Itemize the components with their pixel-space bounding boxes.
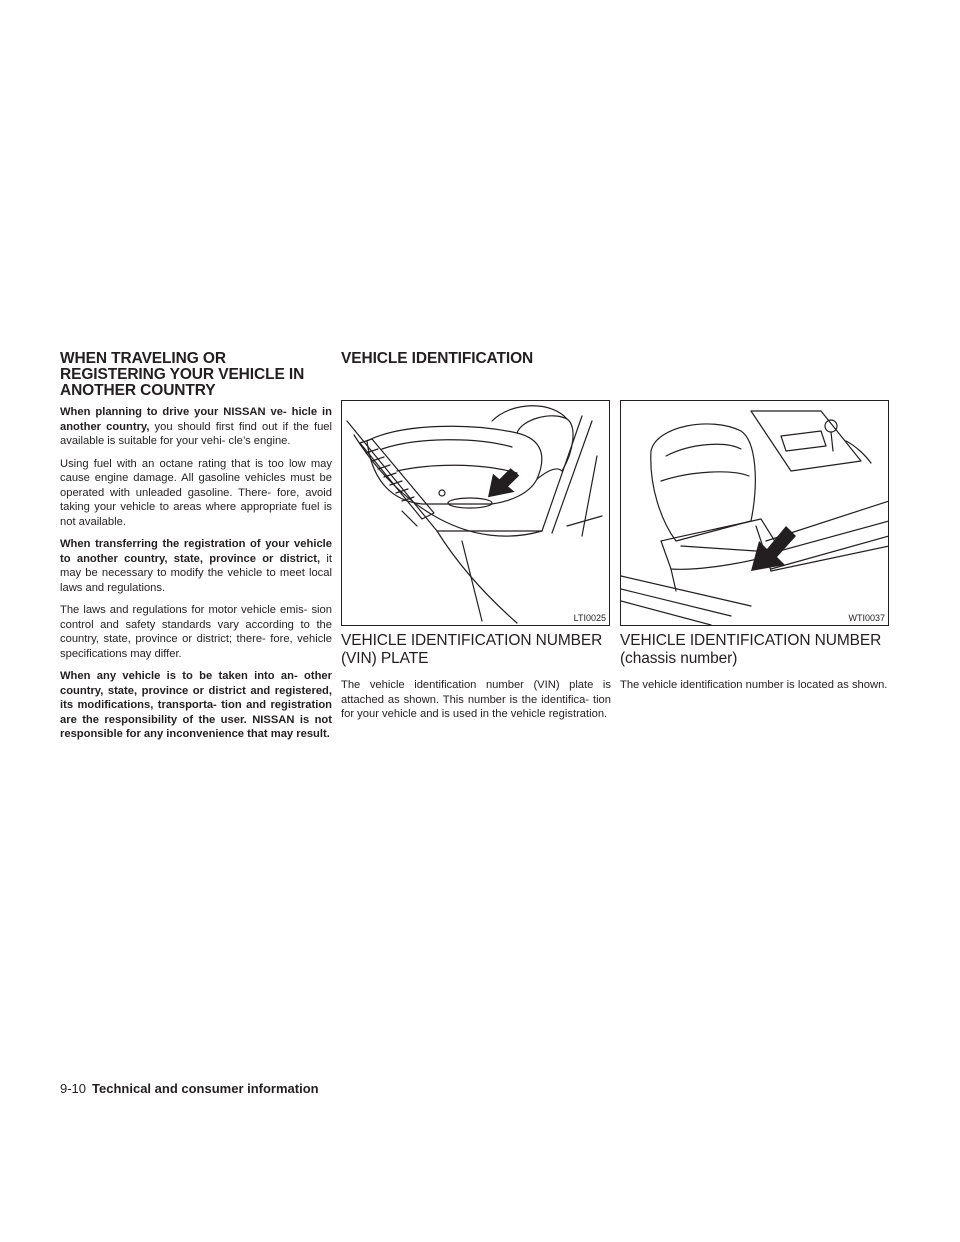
figure-vin-plate <box>341 400 610 626</box>
section-heading-vehicle-identification: VEHICLE IDENTIFICATION <box>341 350 534 367</box>
paragraph-registration-lead: When transferring the registration of your vehicle to another country, state, province or district, <box>60 538 332 565</box>
figure-code-lti0025: LTI0025 <box>573 613 606 623</box>
paragraph-responsibility-text: When any vehicle is to be taken into an- other country, state, province or district and registered, its modifications, transporta- tion and registration are the responsibility of the user. NISSAN is not responsible for any inconvenience that may result. <box>60 670 332 740</box>
footer-section-title: Technical and consumer information <box>92 1081 319 1096</box>
vin-plate-text: The vehicle identification number (VIN) plate is attached as shown. This number is the identifica- tion for your vehicle and is used in the vehicle registration. <box>341 679 611 720</box>
page-number: 9-10 <box>60 1081 87 1096</box>
left-column <box>60 351 332 750</box>
page-footer <box>60 1081 319 1096</box>
middle-column <box>341 351 611 730</box>
right-column <box>620 351 890 701</box>
chassis-illustration <box>621 401 889 626</box>
section-heading-traveling: WHEN TRAVELING OR REGISTERING YOUR VEHICLE IN ANOTHER COUNTRY <box>60 350 305 399</box>
figure-code-wti0037: WTI0037 <box>848 613 885 623</box>
chassis-title: VEHICLE IDENTIFICATION NUMBER (chassis number) <box>620 632 882 667</box>
figure-chassis-number <box>620 400 889 626</box>
paragraph-laws: The laws and regulations for motor vehicle emis- sion control and safety standards vary according to the country, state, province or district; there- fore, vehicle specifications may differ. <box>60 604 332 660</box>
paragraph-planning-body: you should first find out if the fuel available is suitable for your vehi- cle’s engine. <box>60 420 333 447</box>
paragraph-planning <box>60 405 332 449</box>
vin-plate-illustration <box>342 401 610 626</box>
paragraph-octane: Using fuel with an octane rating that is too low may cause engine damage. All gasoline vehicles must be operated with unleaded gasoline. There- fore, avoid taking your vehicle to areas where appropriate fuel is not available. <box>60 457 332 528</box>
paragraph-planning-lead: When planning to drive your NISSAN ve- hicle in another country, <box>60 406 332 433</box>
vin-plate-title: VEHICLE IDENTIFICATION NUMBER (VIN) PLATE <box>341 632 603 667</box>
paragraph-registration <box>60 537 332 595</box>
chassis-text: The vehicle identification number is located as shown. <box>620 679 888 691</box>
paragraph-responsibility <box>60 669 332 742</box>
paragraph-registration-body: it may be necessary to modify the vehicle to meet local laws and regulations. <box>60 552 332 594</box>
